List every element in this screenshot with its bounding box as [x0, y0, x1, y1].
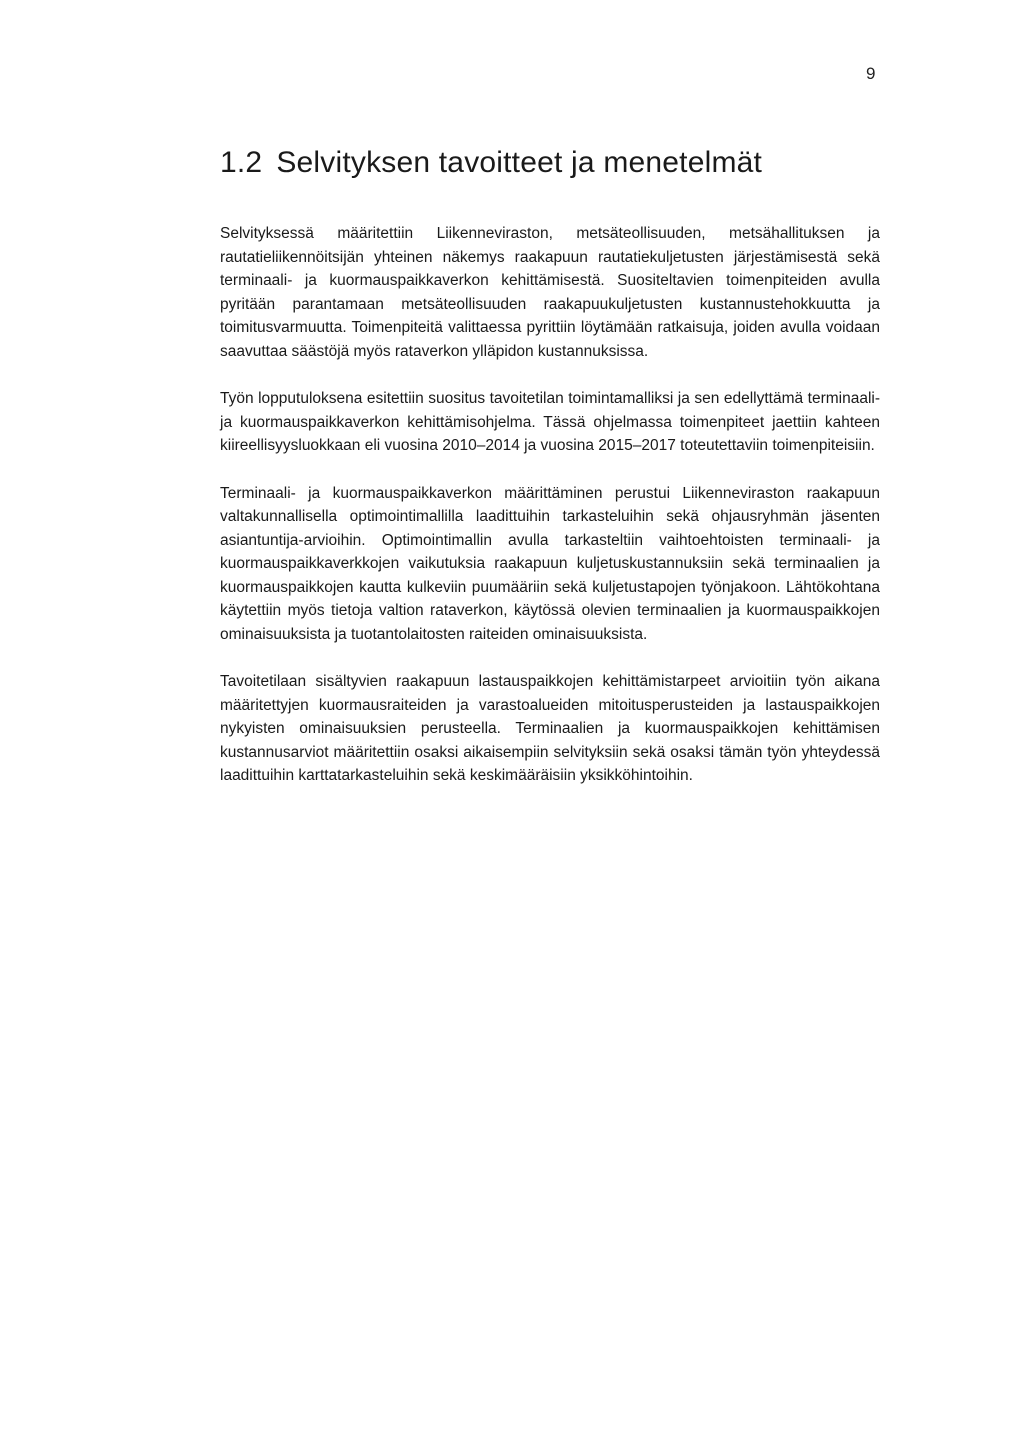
paragraph: Selvityksessä määritettiin Liikenneviraston, metsäteollisuuden, metsähallituksen ja rautatieliikennöitsijän yhteinen näkemys raakapuun rautatiekuljetusten järjestämisestä sekä terminaali- ja kuormauspaikkaverkon kehittämisestä. Suositeltavien toimenpiteiden avulla pyritään parantamaan metsäteollisuuden raakapuukuljetusten kustannustehokkuutta ja toimitusvarmuutta. Toimenpiteitä valittaessa pyrittiin löytämään ratkaisuja, joiden avulla voidaan saavuttaa säästöjä myös rataverkon ylläpidon kustannuksissa. [220, 225, 880, 360]
paragraph: Tavoitetilaan sisältyvien raakapuun lastauspaikkojen kehittämistarpeet arvioitiin työn aikana määritettyjen kuormausraiteiden ja varastoalueiden mitoitusperusteiden ja lastauspaikkojen nykyisten ominaisuuksien perusteella. Terminaalien ja kuormauspaikkojen kehittämisen kustannusarviot määritettiin osaksi aikaisempiin selvityksiin sekä osaksi tämän työn yhteydessä laadittuihin karttatarkasteluihin sekä keskimääräisiin yksikköhintoihin. [220, 673, 880, 784]
section-number: 1.2 [220, 146, 263, 179]
section-heading [220, 146, 900, 180]
section-title: Selvityksen tavoitteet ja menetelmät [276, 146, 763, 179]
page-number: 9 [866, 64, 876, 83]
paragraph: Terminaali- ja kuormauspaikkaverkon määrittäminen perustui Liikenneviraston raakapuun valtakunnallisella optimointimallilla laadittuihin tarkasteluihin sekä ohjausryhmän jäsenten asiantuntija-arvioihin. Optimointimallin avulla tarkasteltiin vaihtoehtoisten terminaali- ja kuormauspaikkaverkkojen vaikutuksia raakapuun kuljetuskustannuksiin sekä terminaalien ja kuormauspaikkojen kautta kulkeviin puumääriin sekä kuljetustapojen työnjakoon. Lähtökohtana käytettiin myös tietoja valtion rataverkon, käytössä olevien terminaalien ja kuormauspaikkojen ominaisuuksista ja tuotantolaitosten raiteiden ominaisuuksista. [220, 484, 880, 643]
body-text [220, 222, 880, 812]
paragraph: Työn lopputuloksena esitettiin suositus tavoitetilan toimintamalliksi ja sen edellyttämä terminaali- ja kuormauspaikkaverkon kehittämisohjelma. Tässä ohjelmassa toimenpiteet jaettiin kahteen kiireellisyysluokkaan eli vuosina 2010–2014 ja vuosina 2015–2017 toteutettaviin toimenpiteisiin. [220, 390, 880, 454]
